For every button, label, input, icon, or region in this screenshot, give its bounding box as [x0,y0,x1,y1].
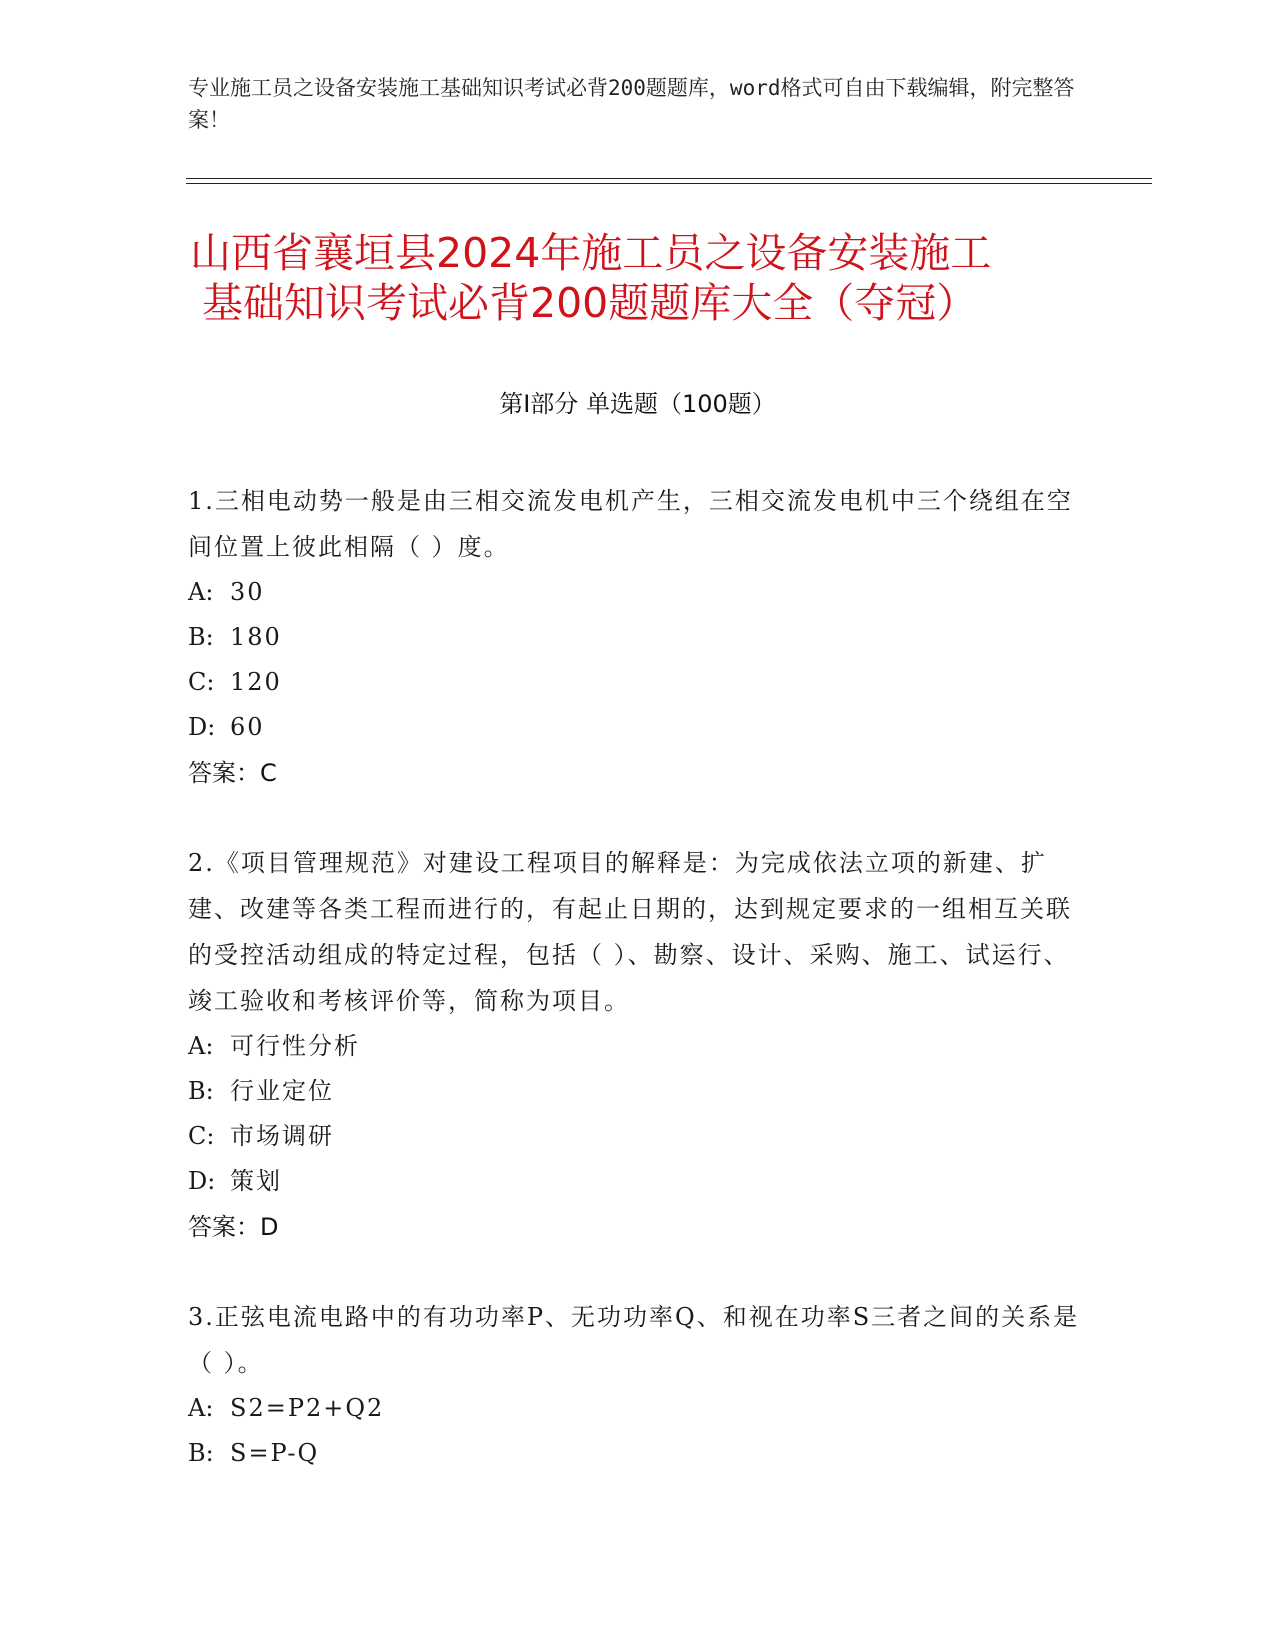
question-text: 3.正弦电流电路中的有功功率P、无功功率Q、和视在功率S三者之间的关系是（ ）。 [188,1303,1080,1377]
question-list [188,478,1088,1520]
option-text: 市场调研 [230,1122,334,1150]
option-a [188,1386,1088,1431]
document-title-line-2: 基础知识考试必背200题题库大全（夺冠） [202,279,978,327]
option-letter: A: [188,578,214,606]
option-b [188,615,1088,660]
option-b [188,1431,1088,1476]
question-text: 1.三相电动势一般是由三相交流发电机产生，三相交流发电机中三个绕组在空间位置上彼此相隔（ ）度。 [188,487,1073,561]
answer-line: 答案：C [188,759,277,787]
option-letter: B: [188,1439,214,1467]
header-note: 专业施工员之设备安装施工基础知识考试必背200题题库，word格式可自由下载编辑，附完整答案！ [188,76,1075,132]
option-text: S2=P2+Q2 [230,1394,385,1422]
option-text: 策划 [230,1167,282,1195]
question-text: 2.《项目管理规范》对建设工程项目的解释是：为完成依法立项的新建、扩建、改建等各类工程而进行的，有起止日期的，达到规定要求的一组相互关联的受控活动组成的特定过程，包括（ ）、勘察、设计、采购、施工、试运行、竣工验收和考核评价等，简称为项目。 [188,849,1072,1015]
header-divider-top [186,178,1152,179]
section-heading: 第Ⅰ部分 单选题（100题） [499,390,776,418]
option-letter: B: [188,623,214,651]
answer-line: 答案：D [188,1213,279,1241]
option-letter: D: [188,1167,216,1195]
option-d [188,705,1088,750]
header-divider-bottom [186,183,1152,184]
option-letter: A: [188,1394,214,1422]
option-text: S=P-Q [230,1439,320,1467]
option-letter: C: [188,1122,215,1150]
question-2 [188,840,1088,1250]
option-text: 可行性分析 [230,1032,360,1060]
option-text: 120 [230,668,282,696]
question-1 [188,478,1088,796]
option-a [188,1024,1088,1069]
option-text: 60 [230,713,265,741]
option-a [188,570,1088,615]
option-text: 行业定位 [230,1077,334,1105]
option-letter: D: [188,713,216,741]
option-letter: C: [188,668,215,696]
question-3 [188,1294,1088,1476]
option-d [188,1159,1088,1204]
option-letter: A: [188,1032,214,1060]
option-c [188,660,1088,705]
document-title [190,228,1110,328]
option-c [188,1114,1088,1159]
option-b [188,1069,1088,1114]
document-title-line-1: 山西省襄垣县2024年施工员之设备安装施工 [190,229,992,277]
option-text: 180 [230,623,282,651]
option-letter: B: [188,1077,214,1105]
option-text: 30 [230,578,265,606]
